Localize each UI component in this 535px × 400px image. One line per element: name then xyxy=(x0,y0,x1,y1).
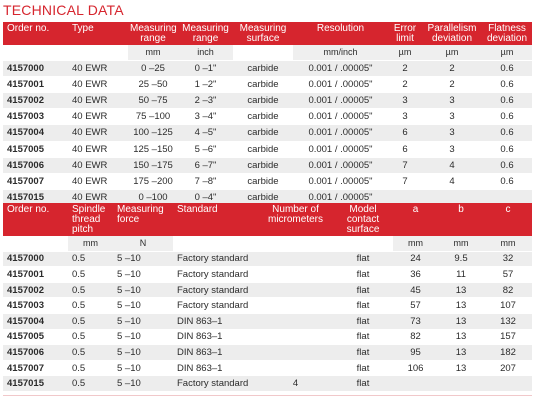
table-cell: 0 –1" xyxy=(178,60,233,76)
table-cell: 2 xyxy=(388,60,422,76)
table-cell: 45 xyxy=(393,282,438,298)
table-cell: 57 xyxy=(484,267,532,283)
table-cell: 2 xyxy=(422,76,482,92)
table-row xyxy=(3,92,532,108)
footer-divider xyxy=(3,395,532,396)
table-cell: flat xyxy=(333,345,393,361)
table-cell: 40 EWR xyxy=(68,125,128,141)
table-cell xyxy=(258,360,333,376)
table-row xyxy=(3,282,532,298)
table-2-header-row xyxy=(3,203,532,236)
table-cell: 125 –150 xyxy=(128,141,178,157)
table1-header-5: Resolution xyxy=(293,22,388,45)
table-cell: 40 EWR xyxy=(68,109,128,125)
table-cell: Factory standard xyxy=(173,298,258,314)
table-cell: 3 xyxy=(422,92,482,108)
table-cell: 0.5 xyxy=(68,251,113,267)
table1-unit-6: µm xyxy=(388,45,422,60)
table-cell xyxy=(258,267,333,283)
table-cell: 5 –10 xyxy=(113,360,173,376)
table-cell: 4157007 xyxy=(3,360,68,376)
table-cell: 7 –8" xyxy=(178,173,233,189)
table-cell: 157 xyxy=(484,329,532,345)
table-cell: 9.5 xyxy=(438,251,484,267)
table-cell: flat xyxy=(333,329,393,345)
table-row xyxy=(3,298,532,314)
table-cell: 4157003 xyxy=(3,298,68,314)
table-cell: 0.5 xyxy=(68,313,113,329)
table-cell: 5 –10 xyxy=(113,329,173,345)
table-cell xyxy=(438,376,484,392)
table-cell: 3 xyxy=(422,125,482,141)
table-cell: 40 EWR xyxy=(68,92,128,108)
table-cell: 4157002 xyxy=(3,92,68,108)
table-cell: 175 –200 xyxy=(128,173,178,189)
table-row xyxy=(3,76,532,92)
table-cell: 3 xyxy=(422,109,482,125)
table-cell: 3 xyxy=(422,141,482,157)
table-cell: 0.6 xyxy=(482,60,532,76)
table-cell: 0 –4" xyxy=(178,190,233,206)
table1-unit-1 xyxy=(68,45,128,60)
table-cell xyxy=(484,376,532,392)
table-cell: carbide xyxy=(233,76,293,92)
table-cell: 5 –10 xyxy=(113,282,173,298)
table-row xyxy=(3,313,532,329)
table-2-units-row xyxy=(3,236,532,251)
table-cell: 13 xyxy=(438,298,484,314)
table-cell: Factory standard xyxy=(173,267,258,283)
table-cell: flat xyxy=(333,360,393,376)
table-cell xyxy=(258,345,333,361)
table-1-units-row xyxy=(3,45,532,60)
table-cell xyxy=(258,329,333,345)
table-cell: 0.001 / .00005" xyxy=(293,76,388,92)
table-cell: 207 xyxy=(484,360,532,376)
table-cell xyxy=(258,251,333,267)
table-cell: 0.5 xyxy=(68,329,113,345)
table-cell: 106 xyxy=(393,360,438,376)
table-cell: 4 xyxy=(422,157,482,173)
table2-unit-4 xyxy=(258,236,333,251)
table-cell: 0.5 xyxy=(68,376,113,392)
technical-data-table-2 xyxy=(3,203,532,392)
table-cell: carbide xyxy=(233,157,293,173)
table2-header-5: Model contact surface xyxy=(333,203,393,236)
table-cell: Factory standard xyxy=(173,376,258,392)
table-cell: carbide xyxy=(233,190,293,206)
table-cell: 2 xyxy=(388,76,422,92)
table-cell: Factory standard xyxy=(173,282,258,298)
table-cell: carbide xyxy=(233,60,293,76)
table1-unit-0 xyxy=(3,45,68,60)
table-cell: 4157015 xyxy=(3,376,68,392)
table-cell: 2 xyxy=(422,60,482,76)
table-cell: DIN 863–1 xyxy=(173,313,258,329)
table-cell: 0.5 xyxy=(68,282,113,298)
table-row xyxy=(3,267,532,283)
table-row xyxy=(3,329,532,345)
table2-unit-6: mm xyxy=(393,236,438,251)
table-cell: 40 EWR xyxy=(68,141,128,157)
table-cell: 0.001 / .00005" xyxy=(293,190,388,206)
table-cell: 4157000 xyxy=(3,251,68,267)
table2-header-8: c xyxy=(484,203,532,236)
table1-unit-3: inch xyxy=(178,45,233,60)
table-cell: DIN 863–1 xyxy=(173,360,258,376)
table-cell xyxy=(393,376,438,392)
table-cell: 107 xyxy=(484,298,532,314)
table2-unit-3 xyxy=(173,236,258,251)
table-cell: 6 xyxy=(388,141,422,157)
table-cell: 0.6 xyxy=(482,125,532,141)
table-cell: Factory standard xyxy=(173,251,258,267)
table-cell: 40 EWR xyxy=(68,190,128,206)
table-cell xyxy=(258,313,333,329)
table-cell: 0.001 / .00005" xyxy=(293,125,388,141)
table-cell: 13 xyxy=(438,282,484,298)
table2-unit-0 xyxy=(3,236,68,251)
table-cell: 4 xyxy=(422,173,482,189)
table-2-body xyxy=(3,251,532,391)
table-cell xyxy=(258,298,333,314)
table1-header-2: Measuring range xyxy=(130,23,177,44)
table-cell: 0.001 / .00005" xyxy=(293,92,388,108)
technical-data-table-1 xyxy=(3,22,532,206)
table-cell: 4157004 xyxy=(3,125,68,141)
table-cell: 5 –10 xyxy=(113,298,173,314)
table-cell: 75 –100 xyxy=(128,109,178,125)
table1-unit-8: µm xyxy=(482,45,532,60)
table-cell: 0.6 xyxy=(482,157,532,173)
table-cell: 5 –10 xyxy=(113,376,173,392)
table2-unit-1: mm xyxy=(68,236,113,251)
table-cell: 100 –125 xyxy=(128,125,178,141)
table-cell: flat xyxy=(333,282,393,298)
table-row xyxy=(3,345,532,361)
table-cell: 50 –75 xyxy=(128,92,178,108)
table-cell: 24 xyxy=(393,251,438,267)
table-cell: 4157002 xyxy=(3,282,68,298)
table-cell: 4 xyxy=(258,376,333,392)
table-cell: 1 –2" xyxy=(178,76,233,92)
table-row xyxy=(3,125,532,141)
table-cell: 0.5 xyxy=(68,360,113,376)
table-cell: flat xyxy=(333,267,393,283)
table-cell: 11 xyxy=(438,267,484,283)
table-cell: 0.6 xyxy=(482,141,532,157)
table1-header-1: Type xyxy=(68,22,128,45)
table-cell: 150 –175 xyxy=(128,157,178,173)
table-cell: 36 xyxy=(393,267,438,283)
table-cell: 13 xyxy=(438,313,484,329)
table-cell: carbide xyxy=(233,173,293,189)
table-row xyxy=(3,109,532,125)
table-cell: 0.5 xyxy=(68,298,113,314)
table-cell: carbide xyxy=(233,109,293,125)
table-cell: 4157006 xyxy=(3,345,68,361)
table-cell: carbide xyxy=(233,125,293,141)
section-title: TECHNICAL DATA xyxy=(3,2,124,18)
table-cell: 0.001 / .00005" xyxy=(293,157,388,173)
table-cell: 13 xyxy=(438,360,484,376)
table-cell: 3 –4" xyxy=(178,109,233,125)
table2-header-4: Number of micrometers xyxy=(258,203,333,236)
table-cell xyxy=(258,282,333,298)
table1-header-7: Parallelism deviation xyxy=(422,22,482,45)
table-cell: 6 xyxy=(388,125,422,141)
table-row xyxy=(3,173,532,189)
table-cell: 0.5 xyxy=(68,267,113,283)
table-cell: 82 xyxy=(393,329,438,345)
table-cell: 73 xyxy=(393,313,438,329)
table-1-body xyxy=(3,60,532,206)
table1-header-6: Error limit xyxy=(388,22,422,45)
table-cell: 4157001 xyxy=(3,267,68,283)
table-cell: 4157000 xyxy=(3,60,68,76)
table2-header-0: Order no. xyxy=(3,203,68,236)
table-cell: 82 xyxy=(484,282,532,298)
table-cell: 4157006 xyxy=(3,157,68,173)
table-cell: 5 –10 xyxy=(113,313,173,329)
table-cell: carbide xyxy=(233,141,293,157)
table-cell: 95 xyxy=(393,345,438,361)
table-row xyxy=(3,60,532,76)
table1-unit-4 xyxy=(233,45,293,60)
table-cell: 40 EWR xyxy=(68,60,128,76)
table-cell: 4157005 xyxy=(3,141,68,157)
table1-unit-5: mm/inch xyxy=(293,45,388,60)
table2-header-6: a xyxy=(393,203,438,236)
table-cell: 5 –6" xyxy=(178,141,233,157)
table-cell: 0.001 / .00005" xyxy=(293,109,388,125)
table1-unit-7: µm xyxy=(422,45,482,60)
table-cell: 182 xyxy=(484,345,532,361)
table-cell: 4 –5" xyxy=(178,125,233,141)
table-cell: carbide xyxy=(233,92,293,108)
table-cell: 5 –10 xyxy=(113,251,173,267)
table-cell: 3 xyxy=(388,109,422,125)
table-cell: 0.6 xyxy=(482,109,532,125)
table2-header-7: b xyxy=(438,203,484,236)
table1-unit-2: mm xyxy=(128,45,178,60)
table-cell: 6 –7" xyxy=(178,157,233,173)
table-cell: 40 EWR xyxy=(68,157,128,173)
table-row xyxy=(3,141,532,157)
table-cell: 0.6 xyxy=(482,76,532,92)
table-cell: 13 xyxy=(438,329,484,345)
table-cell: 57 xyxy=(393,298,438,314)
table2-unit-2: N xyxy=(113,236,173,251)
table-cell: 0.001 / .00005" xyxy=(293,173,388,189)
table-cell: 7 xyxy=(388,173,422,189)
table-cell: 25 –50 xyxy=(128,76,178,92)
table-row xyxy=(3,360,532,376)
table-cell: 2 –3" xyxy=(178,92,233,108)
table2-header-3: Standard xyxy=(173,203,258,236)
table2-unit-7: mm xyxy=(438,236,484,251)
table-cell: 4157001 xyxy=(3,76,68,92)
table-cell: 4157004 xyxy=(3,313,68,329)
table-cell: flat xyxy=(333,298,393,314)
table-row xyxy=(3,251,532,267)
table-cell: 4157005 xyxy=(3,329,68,345)
table2-header-1: Spindle thread pitch xyxy=(68,203,113,236)
table-cell: 40 EWR xyxy=(68,76,128,92)
table2-unit-5 xyxy=(333,236,393,251)
table-cell: 7 xyxy=(388,157,422,173)
table-cell: 0.6 xyxy=(482,92,532,108)
table-cell: 40 EWR xyxy=(68,173,128,189)
table1-header-3: Measuring range xyxy=(178,22,233,45)
table2-header-2: Measuring force xyxy=(113,203,173,236)
table-cell: 4157007 xyxy=(3,173,68,189)
table1-header-0: Order no. xyxy=(3,22,68,45)
table-cell: DIN 863–1 xyxy=(173,345,258,361)
table1-header-8: Flatness deviation xyxy=(482,22,532,45)
table-cell: flat xyxy=(333,313,393,329)
table-cell: flat xyxy=(333,251,393,267)
table-cell: 0.5 xyxy=(68,345,113,361)
table-cell: 0 –100 xyxy=(128,190,178,206)
table-cell: 5 –10 xyxy=(113,345,173,361)
table-cell: 0 –25 xyxy=(128,60,178,76)
table-cell: 13 xyxy=(438,345,484,361)
table-cell: 0.001 / .00005" xyxy=(293,141,388,157)
table-cell: flat xyxy=(333,376,393,392)
table-cell: 0.6 xyxy=(482,173,532,189)
table-row xyxy=(3,157,532,173)
table-cell: 32 xyxy=(484,251,532,267)
table-cell: 3 xyxy=(388,92,422,108)
table-cell: 5 –10 xyxy=(113,267,173,283)
table-cell: 4157015 xyxy=(3,190,68,206)
table2-unit-8: mm xyxy=(484,236,532,251)
table1-header-4: Measuring surface xyxy=(233,22,293,45)
table-cell: DIN 863–1 xyxy=(173,329,258,345)
table-cell: 0.001 / .00005" xyxy=(293,60,388,76)
table-row xyxy=(3,376,532,392)
table-cell: 4157003 xyxy=(3,109,68,125)
table-1-header-row xyxy=(3,22,532,45)
table-cell: 132 xyxy=(484,313,532,329)
